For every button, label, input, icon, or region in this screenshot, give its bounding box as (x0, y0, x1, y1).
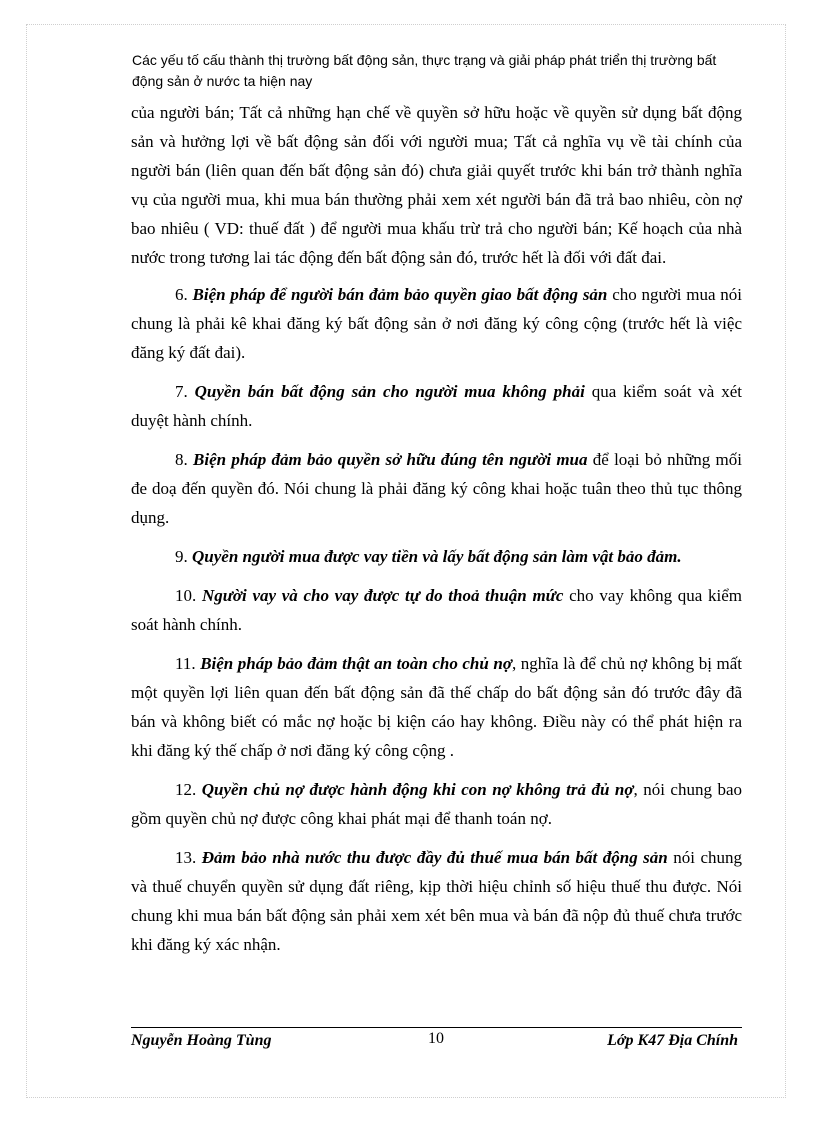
list-item-7 (131, 377, 742, 435)
item-text: nói chung và thuế chuyển quyền sử dụng đất riêng, kịp thời hiệu chỉnh số hiệu thuế thu được. Nói chung khi mua bán bất động sản phải xem xét bên mua và bán đã nộp đủ thuế chưa trước khi đăng ký xác nhận. (131, 848, 742, 954)
item-number: 12. (175, 780, 197, 799)
list-item-9 (131, 542, 742, 571)
list-item-12 (131, 775, 742, 833)
item-heading: Quyền người mua được vay tiền và lấy bất động sản làm vật bảo đảm. (192, 547, 682, 566)
item-heading: Đảm bảo nhà nước thu được đầy đủ thuế mua bán bất động sản (201, 848, 668, 867)
list-item-13 (131, 843, 742, 959)
list-item-11 (131, 649, 742, 765)
list-item-8 (131, 445, 742, 532)
running-header: Các yếu tố cấu thành thị trường bất động sản, thực trạng và giải pháp phát triển thị trường bất động sản ở nước ta hiện nay (132, 52, 717, 89)
item-heading: Biện pháp đảm bảo quyền sở hữu đúng tên người mua (193, 450, 588, 469)
item-heading: Biện pháp để người bán đảm bảo quyền giao bất động sản (192, 285, 608, 304)
item-text: cho vay không qua kiểm soát hành chính. (131, 586, 743, 634)
footer-author: Nguyễn Hoàng Tùng (131, 1032, 272, 1049)
footer-class: Lớp K47 Địa Chính (607, 1032, 738, 1049)
item-text: qua kiểm soát và xét duyệt hành chính. (131, 382, 743, 430)
item-text: cho người mua nói chung là phải kê khai đăng ký bất động sản ở nơi đăng ký công cộng (trước hết là việc đăng ký đất đai). (131, 285, 743, 362)
item-text: để loại bỏ những mối đe doạ đến quyền đó. Nói chung là phải đăng ký công khai hoặc tuân theo thủ tục thông dụng. (131, 450, 743, 527)
item-number: 9. (175, 547, 188, 566)
item-number: 13. (175, 848, 197, 867)
item-number: 11. (175, 654, 196, 673)
item-heading: Người vay và cho vay được tự do thoả thuận mức (201, 586, 564, 605)
item-text: , nghĩa là để chủ nợ không bị mất một quyền lợi liên quan đến bất động sản đã thế chấp do bất động sản đó trước đây đã bán và không biết có mắc nợ hoặc bị kiện cáo hay không. Điều này có thể phát hiện ra khi đăng ký thế chấp ở nơi đăng ký công cộng . (131, 654, 742, 760)
item-heading: Quyền chủ nợ được hành động khi con nợ không trả đủ nợ (201, 780, 634, 799)
list-item-6 (131, 280, 742, 367)
item-number: 7. (175, 382, 188, 401)
page-footer (131, 1027, 742, 1058)
item-number: 10. (175, 586, 197, 605)
item-heading: Quyền bán bất động sản cho người mua không phải (194, 382, 585, 401)
item-heading: Biện pháp bảo đảm thật an toàn cho chủ nợ (200, 654, 512, 673)
item-number: 6. (175, 285, 188, 304)
paragraph-continuation: của người bán; Tất cả những hạn chế về quyền sở hữu hoặc về quyền sử dụng bất động sản và hưởng lợi về bất động sản đối với người mua; Tất cả nghĩa vụ về tài chính của người bán (liên quan đến bất động sản đó) chưa giải quyết trước khi bán trở thành nghĩa vụ của người mua, khi mua bán thường phải xem xét người bán đã trả bao nhiêu, còn nợ bao nhiêu ( VD: thuế đất ) để người mua khấu trừ trả cho người bán; Kế hoạch của nhà nước trong tương lai tác động đến bất động sản đó, trước hết là đối với đất đai. (131, 103, 742, 267)
document-body (131, 98, 742, 969)
list-item-10 (131, 581, 742, 639)
item-text: , nói chung bao gồm quyền chủ nợ được công khai phát mại để thanh toán nợ. (131, 780, 742, 828)
item-number: 8. (175, 450, 188, 469)
page-number: 10 (428, 1030, 444, 1047)
